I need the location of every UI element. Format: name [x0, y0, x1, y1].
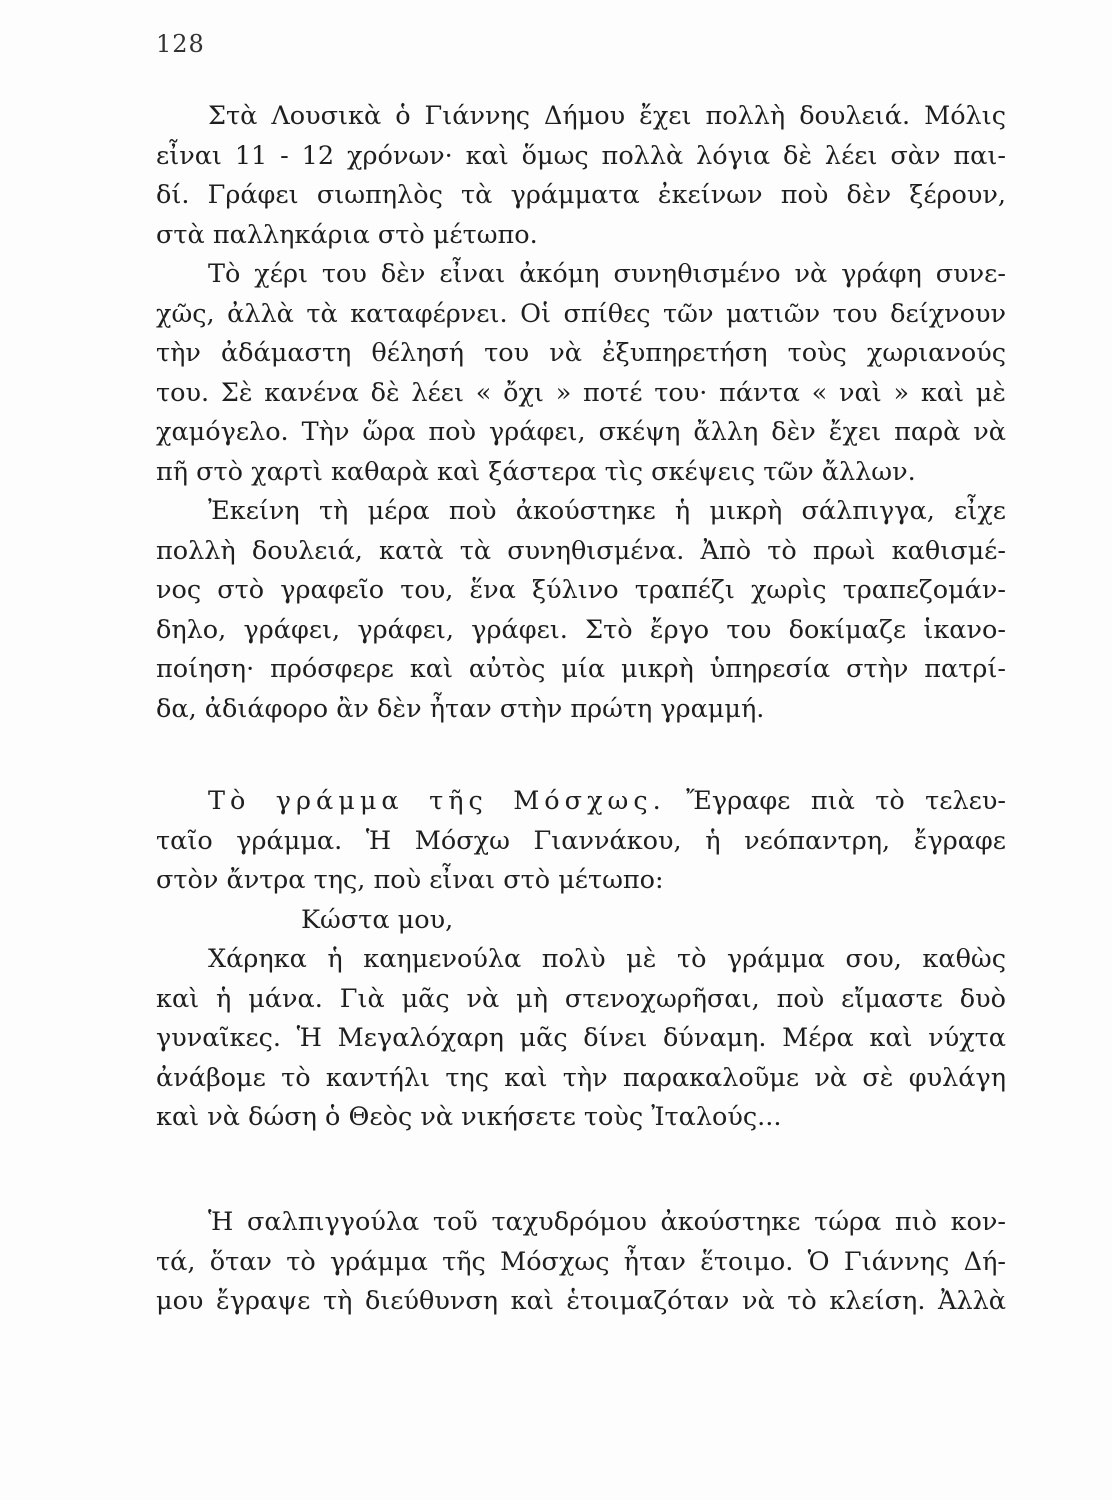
page-number: 128 — [156, 30, 205, 58]
text-line: Στὰ Λουσικὰ ὁ Γιάννης Δήμου ἔχει πολλὴ δουλειά. Μόλις — [208, 101, 1006, 131]
text-line: χῶς, ἀλλὰ τὰ καταφέρνει. Οἱ σπίθες τῶν ματιῶν του δείχνουν — [156, 298, 1006, 329]
section-moschos-letter — [156, 782, 1006, 1138]
text-line: χαμόγελο. Τὴν ὥρα ποὺ γράφει, σκέψη ἄλλη δὲν ἔχει παρὰ νὰ — [156, 417, 1006, 447]
section-lousika — [156, 97, 1006, 729]
text-line: του. Σὲ κανένα δὲ λέει « ὄχι » ποτέ του· πάντα « ναὶ » καὶ μὲ — [156, 377, 1006, 408]
text-line: Ἐκείνη τὴ μέρα ποὺ ἀκούστηκε ἡ μικρὴ σάλπιγγα, εἶχε — [208, 496, 1006, 526]
section-heading: Τὸ γράμμα τῆς Μόσχως. — [208, 786, 666, 816]
text-line: ταῖο γράμμα. Ἡ Μόσχω Γιαννάκου, ἡ νεόπαντρη, ἔγραφε — [156, 825, 1006, 856]
text-line: στὰ παλληκάρια στὸ μέτωπο. — [156, 219, 538, 250]
text-line: ποίηση· πρόσφερε καὶ αὐτὸς μία μικρὴ ὑπηρεσία στὴν πατρί- — [156, 654, 1006, 684]
text-line: Ἡ σαλπιγγούλα τοῦ ταχυδρόμου ἀκούστηκε τώρα πιὸ κον- — [208, 1207, 1006, 1237]
text-line: πολλὴ δουλειά, κατὰ τὰ συνηθισμένα. Ἀπὸ τὸ πρωὶ καθισμέ- — [156, 535, 1006, 566]
section-postman — [156, 1203, 1006, 1322]
text-line: πῆ στὸ χαρτὶ καθαρὰ καὶ ξάστερα τὶς σκέψεις τῶν ἄλλων. — [156, 456, 916, 487]
text-line: εἶναι 11 - 12 χρόνων· καὶ ὅμως πολλὰ λόγια δὲ λέει σὰν παι- — [156, 140, 1006, 171]
text-line: νος στὸ γραφεῖο του, ἕνα ξύλινο τραπέζι χωρὶς τραπεζομάν- — [156, 575, 1006, 605]
text-line: στὸν ἄντρα της, ποὺ εἶναι στὸ μέτωπο: — [156, 865, 664, 895]
letter-line: ἀνάβομε τὸ καντήλι της καὶ τὴν παρακαλοῦμε νὰ σὲ φυλάγη — [156, 1062, 1006, 1093]
text-line: δηλο, γράφει, γράφει, γράφει. Στὸ ἔργο του δοκίμαζε ἱκανο- — [156, 614, 1006, 645]
letter-salutation: Κώστα μου, — [301, 904, 454, 935]
letter-line: καὶ ἡ μάνα. Γιὰ μᾶς νὰ μὴ στενοχωρῆσαι, ποὺ εἴμαστε δυὸ — [156, 983, 1006, 1014]
text-line: Τὸ χέρι του δὲν εἶναι ἀκόμη συνηθισμένο νὰ γράφη συνε- — [208, 259, 1006, 289]
text-line: δί. Γράφει σιωπηλὸς τὰ γράμματα ἐκείνων ποὺ δὲν ξέρουν, — [156, 180, 1006, 210]
text-line: τά, ὅταν τὸ γράμμα τῆς Μόσχως ἦταν ἕτοιμο. Ὁ Γιάννης Δή- — [156, 1246, 1006, 1277]
text-fragment: Ἔγραφε πιὰ τὸ τελευ- — [686, 786, 1006, 816]
letter-line: καὶ νὰ δώση ὁ Θεὸς νὰ νικήσετε τοὺς Ἰταλούς... — [156, 1102, 782, 1132]
letter-line: γυναῖκες. Ἡ Μεγαλόχαρη μᾶς δίνει δύναμη. Μέρα καὶ νύχτα — [156, 1023, 1006, 1053]
text-line: δα, ἀδιάφορο ἂν δὲν ἦταν στὴν πρώτη γραμμή. — [156, 693, 765, 724]
text-line: τὴν ἀδάμαστη θέλησή του νὰ ἐξυπηρετήση τοὺς χωριανούς — [156, 338, 1006, 368]
letter-line: Χάρηκα ἡ καημενούλα πολὺ μὲ τὸ γράμμα σου, καθὼς — [208, 944, 1006, 974]
text-line: μου ἔγραψε τὴ διεύθυνση καὶ ἑτοιμαζόταν νὰ τὸ κλείση. Ἀλλὰ — [156, 1286, 1006, 1316]
section-heading-line — [156, 782, 1006, 822]
